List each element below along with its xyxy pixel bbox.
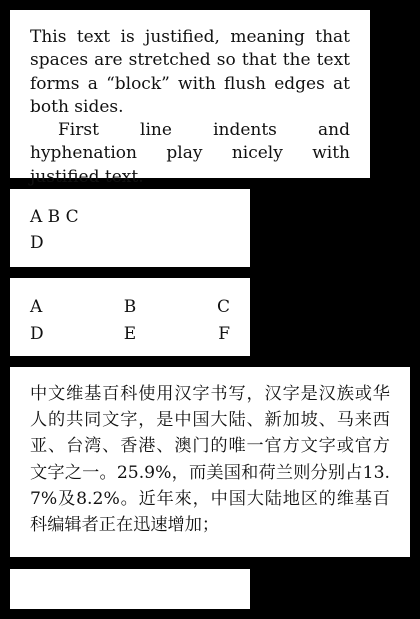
empty-panel [10,569,250,609]
grid-cell: F [218,324,230,344]
letters-grid [30,294,230,348]
letters-line: A B C [30,207,79,227]
chinese-text-panel [10,367,410,557]
justified-text-panel [10,10,370,187]
justified-paragraph: This text is justified, meaning that spaces are stretched so that the text forms a “block” with flush edges at both sides. [30,27,350,117]
inline-letters-panel [10,189,250,267]
grid-cell: A [30,297,43,317]
grid-cell: C [216,297,230,317]
grid-letters-panel [10,278,250,356]
grid-cell: E [123,324,137,344]
letters-line: D [30,233,44,253]
grid-cell: D [30,324,44,344]
indented-paragraph: First line indents and hyphenation play nicely with justified text. [30,120,350,187]
grid-cell: B [123,297,137,317]
chinese-paragraph: 中文维基百科使用汉字书写，汉字是汉族或华人的共同文字，是中国大陆、新加坡、马来西亚、台湾、香港、澳门的唯一官方文字或官方文字之一。25.9%，而美国和荷兰则分别占13.7%及8.2%。近年來，中国大陆地区的维基百科编辑者正在迅速增加； [30,384,390,536]
